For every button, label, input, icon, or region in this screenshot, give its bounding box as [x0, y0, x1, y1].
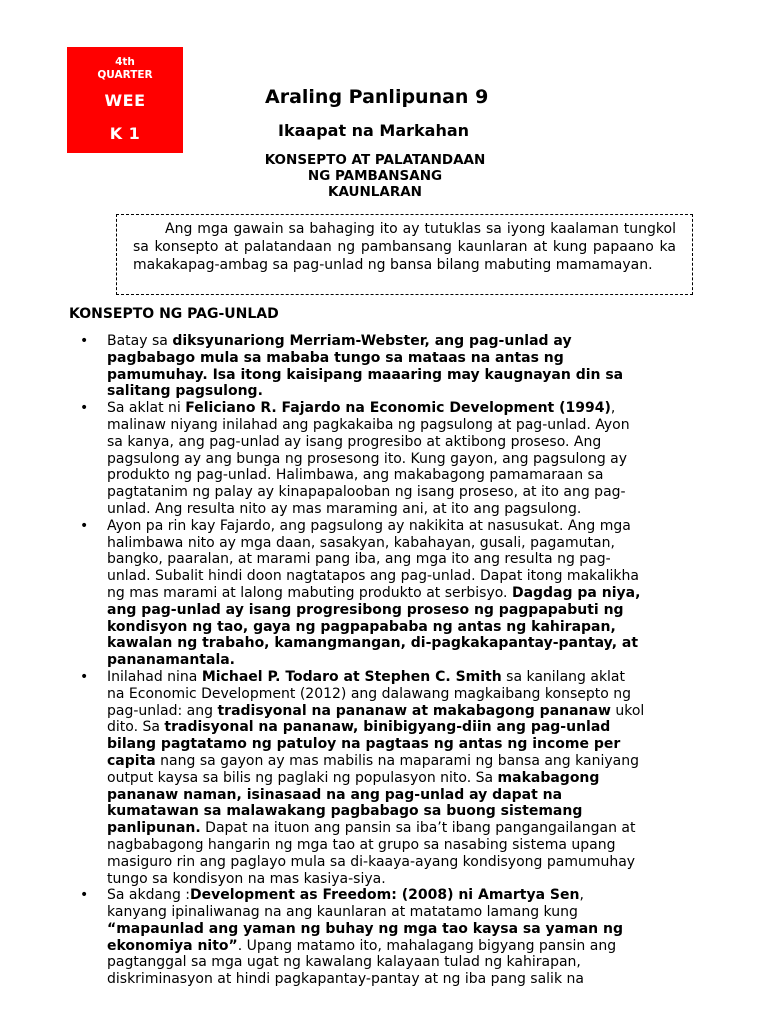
bold-text: pananaw naman, isinasaad na ang pag-unlad ay dapat na: [107, 786, 563, 803]
bold-text: pamumuhay. Isa itong kaisipang maaaring may kaugnayan din sa: [107, 366, 624, 383]
paragraph-line: [107, 467, 705, 484]
paragraph-line: [107, 501, 705, 518]
paragraph-line: [107, 535, 705, 552]
text: dito. Sa: [107, 719, 165, 736]
text: nagbabagong hangarin ng mga tao at grupo sa nasabing sistema upang: [107, 836, 616, 853]
text: bangko, paaralan, at marami pang iba, ang mga ito ang resulta ng pag-: [107, 551, 611, 568]
paragraph-line: [107, 703, 705, 720]
intro-box: [116, 214, 693, 295]
bold-text: Development as Freedom: (2008) ni Amartya Sen: [190, 887, 580, 904]
bullet-icon: •: [80, 333, 89, 349]
text: Dapat na ituon ang pansin sa iba’t ibang pangangailangan at: [200, 820, 636, 837]
bold-text: kawalan ng trabaho, kamangmangan, di-pagkakapantay-pantay, at: [107, 635, 639, 652]
bold-text: bilang pagtatamo ng patuloy na pagtaas ng antas ng income per: [107, 736, 621, 753]
list-item: [80, 887, 705, 988]
topic-heading-line: NG PAMBANSANG: [307, 168, 443, 184]
text: tungo sa kondisyon na mas kasiya-siya.: [107, 870, 386, 887]
paragraph-line: [107, 451, 705, 468]
paragraph-line: [107, 736, 705, 753]
paragraph-line: [107, 652, 705, 669]
paragraph-line: [107, 871, 705, 888]
list-item: [80, 333, 705, 400]
text: unlad. Subalit hindi doon nagtatapos ang pag-unlad. Dapat itong makalikha: [107, 568, 639, 585]
badge-week-part1: WEE: [104, 91, 146, 110]
text: pagtanggal sa mga ugat ng kawalang kalayaan tulad ng kahirapan,: [107, 954, 581, 971]
list-item: [80, 517, 705, 669]
bold-text: capita: [107, 752, 156, 769]
paragraph-line: [107, 803, 705, 820]
text: pagtatanim ng palay ay kinapapalooban ng isang proseso, at ito ang pag-: [107, 484, 626, 501]
topic-heading: [230, 152, 520, 200]
bullet-icon: •: [80, 517, 89, 534]
text: Sa aklat ni: [107, 400, 186, 417]
paragraph-line: [107, 367, 705, 384]
bold-text: ekonomiya nito”: [107, 937, 238, 954]
text: masiguro rin ang paglayo mula sa di-kaaya-ayang kondisyong pamumuhay: [107, 853, 636, 870]
paragraph-line: [107, 635, 705, 652]
paragraph-line: [107, 350, 705, 367]
paragraph-line: [107, 686, 705, 703]
bold-text: Michael P. Todaro at Stephen C. Smith: [201, 668, 502, 685]
topic-heading-line: KAUNLARAN: [328, 184, 422, 200]
paragraph-line: [107, 938, 705, 955]
bold-text: pagbabago mula sa mababa tungo sa mataas na antas ng: [107, 349, 564, 366]
subject-title: Araling Panlipunan 9: [265, 86, 489, 108]
bold-text: salitang pagsulong.: [107, 383, 263, 400]
text: sa kanilang aklat: [501, 668, 626, 685]
text: halimbawa nito ay mga daan, sasakyan, kabahayan, gusali, pagamutan,: [107, 534, 615, 551]
text: ,: [610, 400, 616, 417]
paragraph-line: [107, 753, 705, 770]
paragraph-line: [107, 921, 705, 938]
list-item: [80, 400, 705, 518]
bold-text: tradisyonal na pananaw, binibigyang-diin ang pag-unlad: [164, 719, 611, 736]
bold-text: makabagong: [497, 769, 600, 786]
text: pagsulong ay ang bunga ng prosesong ito. Kung gayon, ang pagsulong ay: [107, 450, 628, 467]
text: nang sa gayon ay mas mabilis na maparami ng bansa ang kaniyang: [155, 752, 639, 769]
text: na Economic Development (2012) ang dalawang magkaibang konsepto ng: [107, 685, 632, 702]
text: ukol: [610, 702, 645, 719]
bold-text: ang pag-unlad ay isang progresibong proseso ng pagpapabuti ng: [107, 601, 624, 618]
text: . Upang matamo ito, mahalagang bigyang pansin ang: [237, 937, 617, 954]
paragraph-line: [107, 669, 705, 686]
text: Batay sa: [107, 333, 173, 349]
bullet-icon: •: [80, 400, 89, 417]
text: pag-unlad: ang: [107, 702, 218, 719]
paragraph-line: [107, 333, 705, 350]
text: produkto ng pag-unlad. Halimbawa, ang makabagong pamamaraan sa: [107, 467, 604, 484]
paragraph-line: [107, 904, 705, 921]
text: Sa akdang :: [107, 887, 190, 904]
text: ng mas marami at lalong mabuting produkto at serbisyo.: [107, 584, 512, 601]
text: Ayon pa rin kay Fajardo, ang pagsulong ay nakikita at nasusukat. Ang mga: [107, 517, 631, 534]
paragraph-line: [107, 837, 705, 854]
paragraph-line: [107, 619, 705, 636]
concept-bullet-list: [80, 333, 705, 988]
text: output kaysa sa bilis ng paglaki ng populasyon nito. Sa: [107, 769, 498, 786]
intro-text: Ang mga gawain sa bahaging ito ay tutuklas sa iyong kaalaman tungkol sa konsepto at palatandaan ng pambansang kaunlaran at kung papaano ka makakapag-ambag sa pag-unlad ng bansa bilang mabuting mamamayan.: [133, 221, 676, 273]
bold-text: kondisyon ng tao, gaya ng pagpapababa ng antas ng kahirapan,: [107, 618, 616, 635]
paragraph-line: [107, 551, 705, 568]
bold-text: Feliciano R. Fajardo na Economic Development (1994): [185, 400, 611, 417]
paragraph-line: [107, 400, 705, 417]
badge-ordinal: 4th: [115, 56, 135, 68]
bold-text: tradisyonal na pananaw at makabagong pananaw: [217, 702, 611, 719]
section-heading: KONSEPTO NG PAG-UNLAD: [69, 306, 279, 322]
text: unlad. Ang resulta nito ay mas maraming ani, at ito ang pagsulong.: [107, 500, 582, 517]
bullet-icon: •: [80, 668, 89, 685]
bold-text: “mapaunlad ang yaman ng buhay ng mga tao kaysa sa yaman ng: [107, 920, 623, 937]
text: sa kanya, ang pag-unlad ay isang progresibo at aktibong proseso. Ang: [107, 433, 602, 450]
badge-week-part2: K 1: [109, 124, 141, 143]
paragraph-line: [107, 518, 705, 535]
bold-text: pananamantala.: [107, 652, 236, 669]
bullet-icon: •: [80, 887, 89, 904]
text: ,: [579, 887, 584, 904]
paragraph-line: [107, 417, 705, 434]
bold-text: diksyunariong Merriam-Webster, ang pag-unlad ay: [172, 333, 572, 349]
text: diskriminasyon at hindi pagkapantay-pantay at ng iba pang salik na: [107, 971, 584, 988]
paragraph-line: [107, 568, 705, 585]
topic-heading-line: KONSEPTO AT PALATANDAAN: [264, 152, 486, 168]
paragraph-line: [107, 383, 705, 400]
paragraph-line: [107, 854, 705, 871]
text: kanyang ipinaliwanag na ang kaunlaran at matatamo lamang kung: [107, 904, 578, 921]
paragraph-line: [107, 602, 705, 619]
bold-text: panlipunan.: [107, 820, 201, 837]
paragraph-line: [107, 820, 705, 837]
paragraph-line: [107, 434, 705, 451]
paragraph-line: [107, 719, 705, 736]
quarter-week-badge: [67, 47, 183, 153]
text: Inilahad nina: [107, 668, 202, 685]
badge-quarter: QUARTER: [97, 69, 153, 81]
text: malinaw niyang inilahad ang pagkakaiba ng pagsulong at pag-unlad. Ayon: [107, 416, 630, 433]
quarter-subtitle: Ikaapat na Markahan: [278, 121, 470, 140]
list-item: [80, 668, 705, 887]
bold-text: Dagdag pa niya,: [511, 584, 641, 601]
bold-text: kumatawan sa malawakang pagbabago sa buong sistemang: [107, 803, 583, 820]
paragraph-line: [107, 770, 705, 787]
paragraph-line: [107, 787, 705, 804]
paragraph-line: [107, 484, 705, 501]
paragraph-line: [107, 971, 705, 988]
paragraph-line: [107, 585, 705, 602]
paragraph-line: [107, 954, 705, 971]
paragraph-line: [107, 887, 705, 904]
